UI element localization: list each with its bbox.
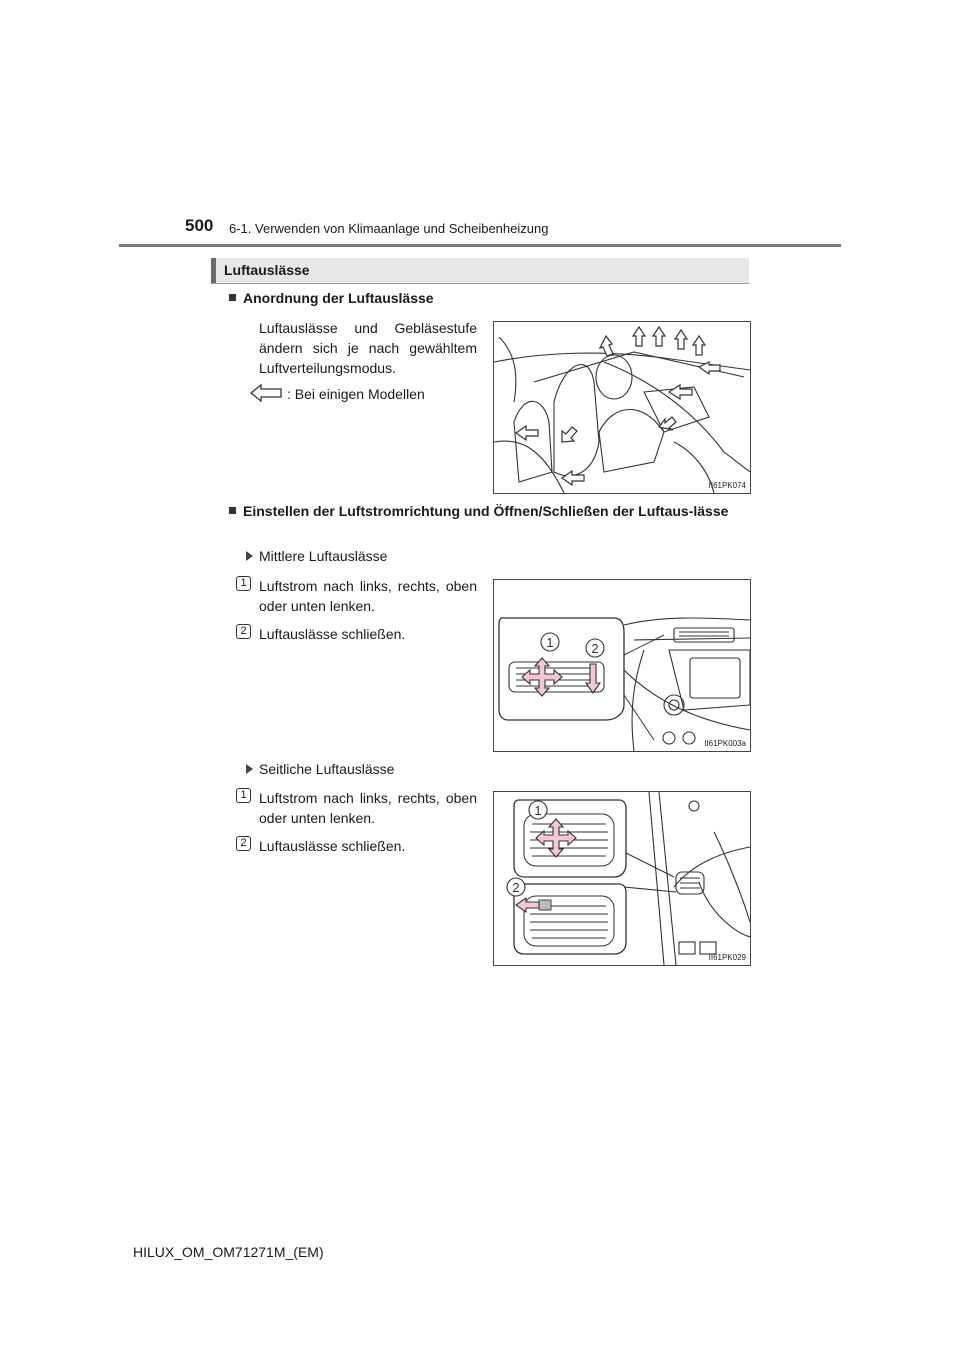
- footer-doc-id: HILUX_OM_OM71271M_(EM): [133, 1244, 324, 1260]
- header-rule: [119, 244, 841, 247]
- step-number-badge: 2: [236, 836, 251, 851]
- callout-1: 1: [534, 803, 542, 818]
- side-step2-text: Luftauslässe schließen.: [259, 838, 406, 854]
- legend-text: : Bei einigen Modellen: [287, 386, 425, 402]
- callout-2: 2: [512, 880, 520, 895]
- center-vents-illustration: [494, 580, 750, 751]
- figure-air-outlet-layout: [493, 321, 751, 494]
- figure-center-vents: [493, 579, 751, 752]
- center-step2-text: Luftauslässe schließen.: [259, 626, 406, 642]
- section-title: Luftauslässe: [224, 262, 310, 278]
- arrow-bullet-icon: [246, 764, 253, 774]
- running-header: 6-1. Verwenden von Klimaanlage und Scheibenheizung: [229, 221, 549, 236]
- page-number: 500: [185, 216, 214, 235]
- arrangement-heading: Anordnung der Luftauslässe: [243, 290, 434, 306]
- callout-2: 2: [591, 641, 599, 656]
- arrow-bullet-icon: [246, 551, 253, 561]
- step-number-badge: 1: [236, 576, 251, 591]
- step-number-badge: 2: [236, 624, 251, 639]
- section-title-bar: [211, 258, 749, 284]
- legend-arrow-icon: [249, 383, 283, 408]
- callout-1: 1: [546, 635, 554, 650]
- figure-code: II61PK074: [708, 481, 746, 490]
- step-number-badge: 1: [236, 788, 251, 803]
- side-step1-text: Luftstrom nach links, rechts, oben oder unten lenken.: [259, 790, 477, 826]
- section-bar-accent: [211, 258, 216, 283]
- subsection-bullet: [229, 507, 236, 514]
- cabin-illustration: [494, 322, 750, 493]
- figure-code: II61PK029: [708, 953, 746, 962]
- figure-side-vents: [493, 791, 751, 966]
- adjust-heading: Einstellen der Luftstromrichtung und Öffnen/Schließen der Luftaus-lässe: [243, 503, 729, 519]
- side-vents-label: Seitliche Luftauslässe: [259, 761, 395, 777]
- subsection-bullet: [229, 294, 236, 301]
- center-step1-text: Luftstrom nach links, rechts, oben oder unten lenken.: [259, 578, 477, 614]
- side-vents-illustration: [494, 792, 750, 965]
- figure-code: II61PK003a: [704, 739, 746, 748]
- arrangement-text: Luftauslässe und Gebläsestufe ändern sich je nach gewähltem Luftverteilungsmodus.: [259, 320, 477, 376]
- center-vents-label: Mittlere Luftauslässe: [259, 548, 388, 564]
